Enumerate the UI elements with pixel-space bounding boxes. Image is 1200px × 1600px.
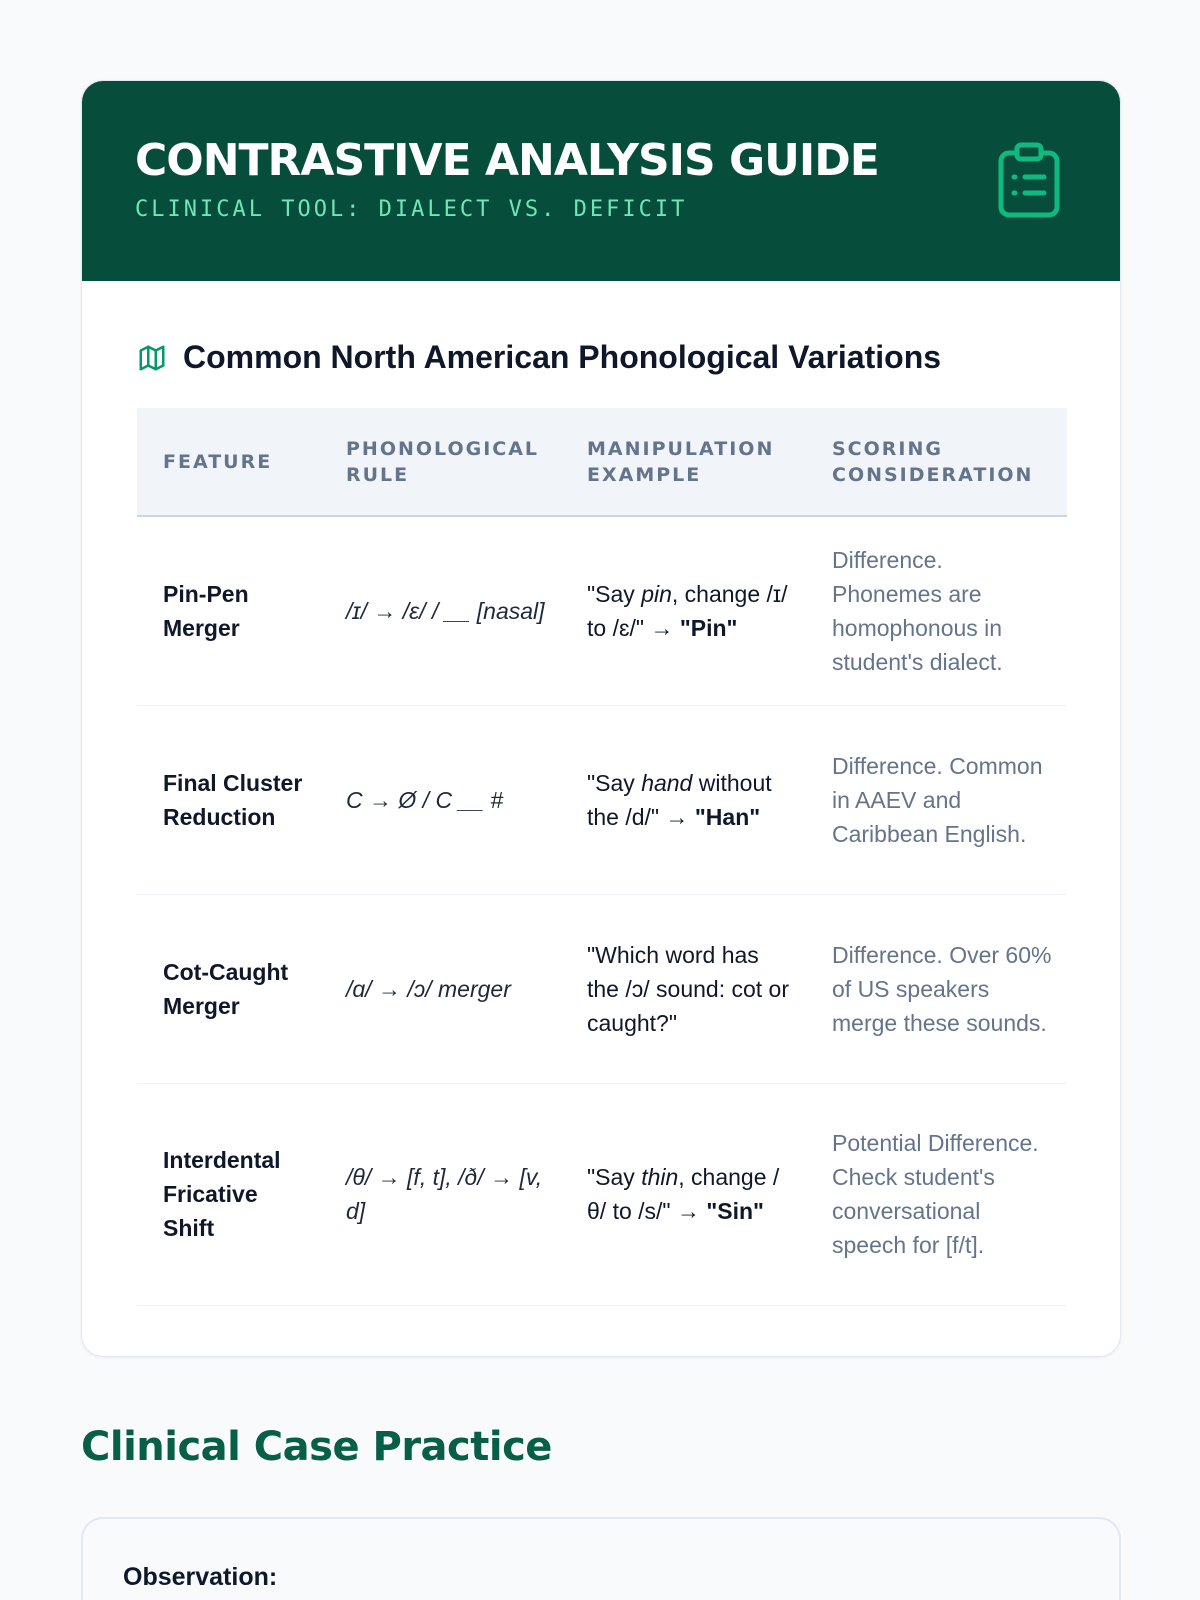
feature-cell: Pin-Pen Merger — [137, 516, 320, 705]
table-header-row — [137, 408, 1067, 516]
section-header — [137, 339, 941, 376]
scoring-cell: Difference. Common in AAEV and Caribbean English. — [806, 705, 1067, 894]
rule-cell: /θ/ → [f, t], /ð/ → [v, d] — [320, 1083, 561, 1305]
feature-cell: Final Cluster Reduction — [137, 705, 320, 894]
guide-card — [81, 80, 1121, 1357]
example-result: "Pin" — [679, 614, 738, 641]
example-text: , change /θ/ to /s/" → — [587, 1164, 780, 1224]
rule-cell: /ɑ/ → /ɔ/ merger — [320, 894, 561, 1083]
case-card — [81, 1517, 1121, 1600]
example-word: thin — [641, 1164, 679, 1190]
page-subtitle: CLINICAL TOOL: DIALECT VS. DEFICIT — [135, 197, 688, 222]
example-text: without the /d/" → — [587, 769, 772, 830]
example-result: "Sin" — [706, 1198, 764, 1224]
example-cell — [561, 894, 806, 1083]
example-cell — [561, 705, 806, 894]
column-header-scoring: SCORING CONSIDERATION — [806, 408, 1067, 516]
feature-cell: Interdental Fricative Shift — [137, 1083, 320, 1305]
clipboard-icon — [996, 141, 1062, 219]
page-title: CONTRASTIVE ANALYSIS GUIDE — [135, 135, 879, 186]
example-result: "Han" — [694, 803, 761, 830]
example-word: hand — [641, 769, 693, 796]
variations-table — [137, 408, 1067, 1306]
example-cell — [561, 1083, 806, 1305]
table-row — [137, 1083, 1067, 1305]
scoring-cell: Difference. Over 60% of US speakers merge these sounds. — [806, 894, 1067, 1083]
map-icon — [137, 343, 167, 373]
example-text: , change /ɪ/ to /ɛ/" → — [587, 580, 788, 641]
example-cell — [561, 516, 806, 705]
example-word: pin — [641, 580, 672, 607]
scoring-cell: Difference. Phonemes are homophonous in student's dialect. — [806, 516, 1067, 705]
feature-cell: Cot-Caught Merger — [137, 894, 320, 1083]
example-text: "Which word has the /ɔ/ sound: cot or caught?" — [587, 941, 790, 1036]
table-row — [137, 705, 1067, 894]
rule-cell: C → Ø / C __ # — [320, 705, 561, 894]
example-text: "Say — [587, 580, 642, 607]
scoring-cell: Potential Difference. Check student's conversational speech for [f/t]. — [806, 1083, 1067, 1305]
column-header-example: MANIPULATION EXAMPLE — [561, 408, 806, 516]
column-header-feature: FEATURE — [137, 408, 320, 516]
guide-header — [82, 81, 1120, 281]
section-title: Common North American Phonological Variations — [183, 339, 942, 375]
observation-label: Observation: — [123, 1563, 278, 1591]
column-header-rule: PHONOLOGICAL RULE — [320, 408, 561, 516]
table-row — [137, 894, 1067, 1083]
case-section-title: Clinical Case Practice — [81, 1424, 552, 1470]
rule-cell: /ɪ/ → /ɛ/ / __ [nasal] — [320, 516, 561, 705]
table-row — [137, 516, 1067, 705]
example-text: "Say — [587, 769, 642, 796]
example-text: "Say — [587, 1164, 642, 1190]
